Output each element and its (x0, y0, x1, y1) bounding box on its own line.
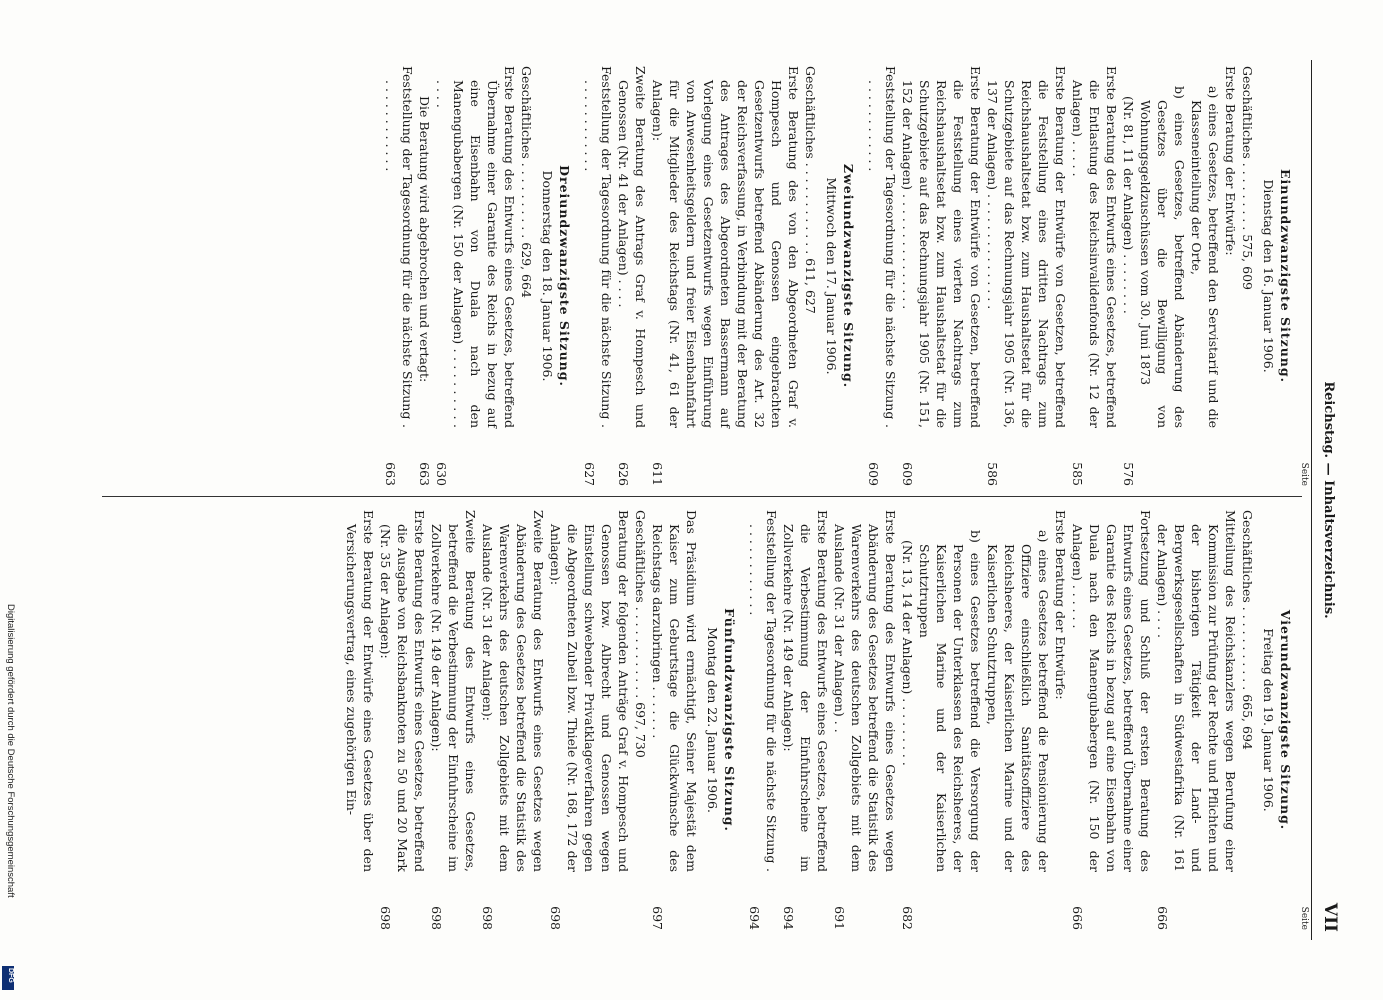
section-date: Donnerstag den 18. Januar 1906. (540, 170, 555, 382)
toc-entry-page: 694 (781, 906, 796, 930)
footer (2, 604, 16, 994)
toc-entry-text: Mitteilung des Reichskanzlers wegen Berufung einer Kommission zur Prüfung der Rechte und Pflichten und der bisherigen Tätigkeit der Land- und Bergwerksgesellschaften in Südwestafrika (Nr. 161 der Anlagen) . . . . (1155, 510, 1238, 872)
toc-entry (615, 66, 649, 486)
left-column (382, 66, 1309, 486)
toc-entry-page: 697 (650, 906, 665, 930)
page-number: VII (1320, 902, 1340, 932)
toc-entry-text: Geschäftliches . . . . . . . . . . . 665, 694 (1240, 510, 1255, 750)
toc-entry-text: a) eines Gesetzes betreffend die Pensionierung der Offiziere einschließlich Sanitätsoffiziere des Reichsheeres, der Kaiserlichen Marine und der Kaiserlichen Schutztruppen, (985, 530, 1051, 872)
header-rule (1311, 60, 1312, 940)
toc-entry (343, 510, 377, 930)
toc-entry (899, 510, 916, 930)
toc-entry-text: Erste Beratung des Entwurfs eines Gesetzes, betreffend Übernahme einer Garantie des Reichs in bezug auf eine Eisenbahn von Duala nach den Manengubabergen (Nr. 150 der Anlagen) . . . . . . . . . . . . . . (434, 66, 517, 428)
toc-entry-page: 611 (650, 462, 665, 486)
right-column (343, 510, 1309, 930)
right-column-body (343, 510, 1294, 930)
toc-entry (632, 510, 649, 930)
toc-entry-text: Erste Beratung der Entwürfe von Gesetzen, betreffend die Feststellung eines dritten Nachtrags zum Reichshaushaltsetat bzw. zum Haushaltsetat für die Schutzgebiete auf das Rechnungsjahr 1905 (Nr. 136, 137 der Anlagen) . . . . . . . . . . . . . . . (985, 66, 1068, 428)
toc-entry-text: Erste Beratung des Entwurfs eines Gesetzes, betreffend die Entlastung des Reichsinvalidenfonds (Nr. 12 der Anlagen) . . . . . (1070, 66, 1119, 428)
toc-entry-page: 609 (900, 462, 915, 486)
toc-entry (802, 66, 819, 486)
toc-entry (1222, 66, 1239, 486)
section-title: Vierundzwanzigste Sitzung. (1278, 609, 1293, 831)
toc-entry-text: Beratung der folgenden Anträge Graf v. Hompesch und Genossen bzw. Albrecht und Genossen wegen Einstellung schwebender Privatklageverfahren gegen die Abgeordneten Zubeil bzw. Thiele (Nr. 168, 172 der Anlagen): (548, 510, 631, 872)
toc-entry (865, 66, 899, 486)
toc-entry (916, 510, 984, 930)
toc-entry (479, 510, 547, 930)
toc-entry-page: 698 (480, 906, 495, 930)
seite-label-right: Seite (1299, 906, 1309, 930)
toc-entry (831, 510, 899, 930)
toc-entry-page: 630 (434, 462, 449, 486)
toc-entry-page: 626 (616, 462, 631, 486)
toc-entry-text: Erste Beratung der Entwürfe von Gesetzen, betreffend die Feststellung eines vierten Nachtrags zum Reichshaushaltsetat bzw. zum Haushaltsetat für die Schutzgebiete auf das Rechnungsjahr 1905 (Nr. 151, 152 der Anlagen) . . . . . . . . . . . . . . . (900, 66, 983, 428)
toc-entry (984, 510, 1052, 930)
running-head-title: Reichstag. — Inhaltsverzeichnis. (1321, 381, 1336, 619)
toc-entry-text: Erste Beratung des Entwurfs eines Gesetzes wegen Abänderung des Gesetzes betreffend die Statistik des Warenverkehrs des deutschen Zollgebiets mit dem Auslande (Nr. 31 der Anlagen) . . (832, 510, 898, 872)
section-title: Einundzwanzigste Sitzung. (1278, 169, 1293, 383)
section-date: Montag den 22. Januar 1906. (705, 627, 720, 813)
toc-entry-text: Fortsetzung und Schluß der ersten Beratung des Entwurfs eines Gesetzes, betreffend Übernahme einer Garantie des Reichs in bezug auf eine Eisenbahn von Duala nach den Manengubabergen (Nr. 150 der Anlagen) . . . . . . (1070, 510, 1153, 872)
toc-entry-text: b) eines Gesetzes betreffend die Versorgung der Personen der Unterklassen des Reichsheeres, der Kaiserlichen Marine und der Kaiserlichen Schutztruppen (917, 530, 983, 872)
toc-entry-text: Feststellung der Tagesordnung für die nächste Sitzung . . . . . . . . . . . . . (582, 66, 614, 428)
toc-entry-page: 666 (1070, 906, 1085, 930)
toc-entry-text: Feststellung der Tagesordnung für die nächste Sitzung . . . . . . . . . . . . . (383, 66, 415, 428)
toc-entry-text: a) eines Gesetzes, betreffend den Servistarif und die Klasseneinteilung der Orte, (1189, 86, 1221, 428)
dfg-logo: DFG (2, 966, 14, 990)
toc-entry-text: Geschäftliches . . . . . . . . . 575, 609 (1240, 66, 1255, 290)
toc-entry (780, 510, 831, 930)
toc-entry-text: Erste Beratung der Entwürfe eines Gesetzes über den Versicherungsvertrag, eines zugehörigen Ein- (344, 510, 376, 872)
toc-entry-text: Geschäftliches . . . . . . . . . . . . 611, 627 (803, 66, 818, 314)
running-head (1314, 60, 1340, 940)
toc-entry-text: Feststellung der Tagesordnung für die nächste Sitzung . . . . . . . . . . . . . (866, 66, 898, 428)
digitization-credit: Digitalisierung gefördert durch die Deutsche Forschungsgemeinschaft (5, 604, 16, 898)
toc-entry (746, 510, 780, 930)
left-column-body (382, 66, 1294, 486)
toc-entry-page: 586 (985, 462, 1000, 486)
section-date: Mittwoch den 17. Januar 1906. (824, 177, 839, 375)
toc-entry-text: Das Präsidium wird ermächtigt, Seiner Majestät dem Kaiser zum Geburtstage die Glückwünsche des Reichstags darzubringen . . . . . . . (650, 510, 699, 872)
toc-entry-text: Zweite Beratung des Entwurfs eines Gesetzes, betreffend die Verbestimmung der Einfuhrscheine im Zollverkehre (Nr. 149 der Anlagen): (429, 510, 478, 872)
toc-entry-text: (Nr. 13, 14 der Anlagen) . . . . . . . . . (900, 540, 915, 766)
toc-entry-text: Erste Beratung des Entwurfs eines Gesetzes, betreffend die Verbestimmung der Einfuhrscheine im Zollverkehre (Nr. 149 der Anlagen): (781, 510, 830, 872)
toc-entry (518, 66, 535, 486)
section-title: Dreiundzwanzigste Sitzung. (557, 165, 572, 387)
seite-label-left: Seite (1299, 462, 1309, 486)
toc-entry-page: 698 (548, 906, 563, 930)
toc-entry-page: 663 (383, 462, 398, 486)
toc-entry (1052, 510, 1069, 930)
column-divider (102, 496, 1302, 497)
toc-entry-text: Geschäftliches . . . . . . . . . . . . 697, 730 (633, 510, 648, 758)
toc-entry (1069, 510, 1154, 930)
toc-entry-page: 627 (582, 462, 597, 486)
toc-entry-text: Feststellung der Tagesordnung für die nächste Sitzung . . . . . . . . . . . . . (747, 510, 779, 872)
toc-entry-text: Zweite Beratung des Antrags Graf v. Hompesch und Genossen (Nr. 41 der Anlagen) . . . . (616, 66, 648, 428)
toc-entry-text: Erste Beratung des von den Abgeordneten Graf v. Hompesch und Genossen eingebrachten Gesetzentwurfs betreffend Abänderung des Art. 32 der Reichsverfassung, in Verbindung mit der Beratung des Antrages des Abgeordneten Bassermann auf Vorlegung eines Gesetzentwurfs wegen Einführung von Anwesenheitsgeldern und freier Eisenbahnfahrt für die Mitglieder des Reichstags (Nr. 41, 61 der Anlagen): (650, 66, 801, 428)
section-title: Zweiundzwanzigste Sitzung. (841, 163, 856, 389)
toc-entry (1188, 66, 1222, 486)
toc-entry-page: 691 (832, 906, 847, 930)
toc-entry-text: Die Beratung wird abgebrochen und vertagt: (417, 96, 432, 383)
toc-entry (1137, 66, 1188, 486)
toc-entry-text: Erste Beratung des Entwurfs eines Gesetzes, betreffend die Ausgabe von Reichsbanknoten zu 50 und 20 Mark (Nr. 35 der Anlagen): (378, 510, 427, 872)
toc-entry-page: 609 (866, 462, 881, 486)
toc-entry (377, 510, 428, 930)
toc-entry-page: 682 (900, 906, 915, 930)
rotated-page (80, 60, 1340, 940)
toc-entry (1239, 510, 1256, 930)
toc-entry (428, 510, 479, 930)
toc-entry (1239, 66, 1256, 486)
toc-entry-text: Geschäftliches . . . . . . . . . . 629, 664 (519, 66, 534, 298)
toc-entry (433, 66, 518, 486)
section-date: Dienstag den 16. Januar 1906. (1261, 179, 1276, 373)
toc-entry (984, 66, 1069, 486)
toc-entry-page: 576 (1121, 462, 1136, 486)
section-title: Fünfundzwanzigste Sitzung. (722, 608, 737, 832)
toc-entry (1120, 66, 1137, 486)
toc-entry (416, 66, 433, 486)
toc-entry-page: 666 (1155, 906, 1170, 930)
toc-entry (899, 66, 984, 486)
toc-entry-text: (Nr. 81, 11 der Anlagen) . . . . . . . . (1121, 96, 1136, 314)
toc-entry-page: 694 (747, 906, 762, 930)
toc-entry (547, 510, 632, 930)
toc-entry (382, 66, 416, 486)
toc-entry-text: Erste Beratung der Entwürfe: (1053, 510, 1068, 700)
toc-entry-text: Erste Beratung der Entwürfe: (1223, 66, 1238, 256)
toc-entry (649, 510, 700, 930)
toc-entry-text: Zweite Beratung des Entwurfs eines Gesetzes wegen Abänderung des Gesetzes betreffend die Statistik des Warenverkehrs des deutschen Zollgebiets mit dem Auslande (Nr. 31 der Anlagen): (480, 510, 546, 872)
toc-entry (649, 66, 802, 486)
toc-entry-page: 698 (378, 906, 393, 930)
toc-entry (1154, 510, 1239, 930)
toc-entry-page: 663 (417, 462, 432, 486)
toc-entry-page: 585 (1070, 462, 1085, 486)
toc-entry-page: 698 (429, 906, 444, 930)
section-date: Freitag den 19. Januar 1906. (1261, 628, 1276, 812)
toc-entry (581, 66, 615, 486)
toc-entry-text: b) eines Gesetzes, betreffend Abänderung des Gesetzes über die Bewilligung von Wohnungsgeldzuschüssen vom 30. Juni 1873 (1138, 86, 1187, 428)
toc-entry (1069, 66, 1120, 486)
